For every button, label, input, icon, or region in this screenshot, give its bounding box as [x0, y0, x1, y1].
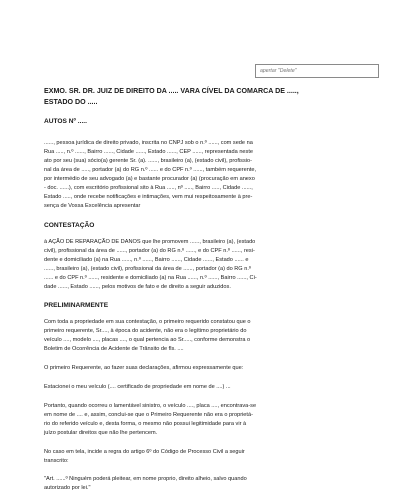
preliminarmente-paragraph [44, 318, 356, 354]
text-line: Portanto, quando ocorreu o lamentável sinistro, o veículo ...., placa ...., encontrava-se [44, 402, 257, 409]
text-line: No caso em tela, incide a regra do artigo 6º do Código de Processo Civil a seguir [44, 448, 245, 455]
contestacao-paragraph [44, 238, 356, 292]
title-line: EXMO. SR. DR. JUIZ DE DIREITO DA ..... VARA CÍVEL DA COMARCA DE ....., [44, 87, 299, 95]
delete-note-box[interactable]: apertar "Delete" [255, 64, 379, 78]
text-line: Boletim de Ocorrência de Acidente de Trânsito de fls. .... [44, 345, 184, 352]
text-line: por intermédio de seu advogado (a) e bastante procurador (a) (procuração em anexo [44, 175, 255, 182]
text-line: nal da área de ....., portador (a) do RG n.º ...... e do CPF n.º ......, também requerente, [44, 166, 257, 173]
text-line: ......, brasileiro (a), (estado civil), profissional da área de ......, portador (a) do RG n.º [44, 266, 251, 272]
text-line: "Art. ......º Ninguém poderá pleitear, em nome proprio, direito alheio, salvo quando [44, 475, 247, 482]
declaracao-paragraph: O primeiro Requerente, ao fazer suas declarações, afirmou expressamente que: [44, 364, 244, 371]
text-line: rio do referido veículo e, desta forma, o mesmo não possui legitimidade para vir à [44, 420, 247, 427]
text-line: juízo postular direitos que não lhe pertencem. [44, 429, 158, 436]
text-line: primeiro requerente, Sr...., à época do acidente, não era o legítimo proprietário do [44, 327, 247, 334]
text-line: ......, pessoa jurídica de direito privado, inscrita no CNPJ sob o n.º ......, com sede na [44, 139, 253, 146]
title-line: ESTADO DO ..... [44, 97, 98, 106]
court-address-title [44, 86, 356, 107]
intro-paragraph [44, 139, 356, 211]
text-line: dade ......, Estado ......, pelos motivos de fato e de direito a seguir aduzidos. [44, 284, 231, 290]
text-line: autorizado por lei." [44, 484, 91, 491]
text-line: sença de Vossa Excelência apresentar [44, 202, 141, 209]
text-line: veículo ...., modelo ...., placas ...., o qual pertencia ao Sr....., conforme demonstra o [44, 336, 251, 343]
caso-paragraph [44, 448, 356, 466]
contestacao-heading: CONTESTAÇÃO [44, 221, 95, 229]
text-line: - doc. ......), com escritório profissional sito à Rua ....., nº ....., Bairro ....., Cidade ......, [44, 184, 253, 191]
text-line: civil), profissional da área de ......, portador (a) do RG n.º ......, e do CPF n.º ......, resi- [44, 248, 255, 254]
article-quote [44, 475, 356, 493]
text-line: ato por seu (sua) sócio(a) gerente Sr. (a). ......, brasileiro (a), (estado civil), profissio- [44, 157, 252, 164]
text-line: ...... e do CPF n.º ......, residente e domiciliado (a) na Rua ......, n.º ......, Bairro ......, Ci- [44, 275, 257, 281]
preliminarmente-heading: PRELIMINARMENTE [44, 302, 109, 309]
text-line: Estado ....., onde recebe notificações e intimações, vem mui respeitosamente à pre- [44, 193, 253, 200]
text-line: transcrito: [44, 457, 69, 464]
text-line: Rua ....., n.º ......, Bairro ......, Cidade ......, Estado ......, CEP ......, representada neste [44, 148, 254, 155]
autos-heading: AUTOS Nº ..... [44, 118, 87, 125]
portanto-paragraph [44, 402, 356, 438]
text-line: à AÇÃO DE REPARAÇÃO DE DANOS que lhe promovem ......, brasileiro (a), (estado [44, 239, 256, 245]
text-line: em nome de .... e, assim, conclui-se que o Primeiro Requerente não era o proprietá- [44, 411, 253, 418]
quote-paragraph: Estacionei o meu veículo (.... certificado de propriedade em nome de ....) ... [44, 383, 231, 390]
document-body [44, 86, 356, 493]
text-line: dente e domiciliado (a) na Rua ......, n.º ......, Bairro ......, Cidade ......, Estado ...... e [44, 257, 249, 263]
text-line: Com toda a propriedade em sua contestação, o primeiro requerido constatou que o [44, 318, 251, 325]
